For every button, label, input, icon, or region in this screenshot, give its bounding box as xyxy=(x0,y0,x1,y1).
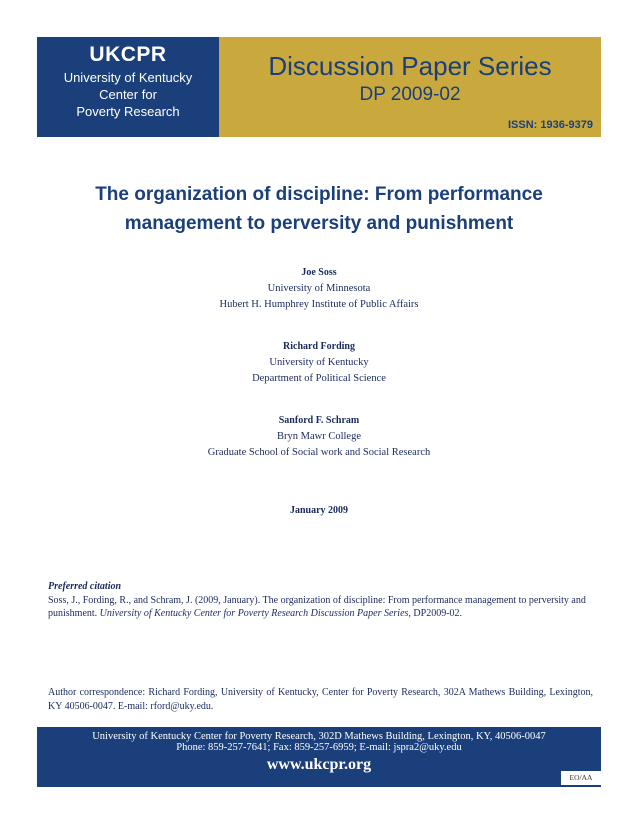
author-block xyxy=(40,339,598,387)
citation-body xyxy=(48,594,593,621)
citation-tail: DP2009-02. xyxy=(410,608,463,619)
dp-number: DP 2009-02 xyxy=(359,84,461,105)
citation-text: Soss, J., Fording, R., and Schram, J. (2009, January). The organization of discipline: From performance management to perversity and punishment. xyxy=(48,594,586,619)
org-line-2: Center for xyxy=(99,87,157,102)
header-series-block xyxy=(219,37,601,137)
paper-title xyxy=(40,180,598,238)
citation-series: University of Kentucky Center for Poverty Research Discussion Paper Series, xyxy=(99,608,411,619)
author-name: Richard Fording xyxy=(283,341,355,352)
citation-section xyxy=(48,580,593,621)
author-affiliation: Bryn Mawr College xyxy=(277,431,361,442)
author-affiliation: Department of Political Science xyxy=(252,373,386,384)
org-name xyxy=(37,69,219,120)
title-line-1: The organization of discipline: From performance xyxy=(95,184,543,205)
author-affiliation: University of Minnesota xyxy=(267,283,371,294)
author-correspondence: Author correspondence: Richard Fording, University of Kentucky, Center for Poverty Research, 302A Mathews Building, Lexington, KY 40506-0047. E-mail: rford@uky.edu. xyxy=(48,687,593,712)
title-line-2: management to perversity and punishment xyxy=(124,213,514,234)
header-logo-block xyxy=(37,37,219,137)
footer-website-link[interactable]: www.ukcpr.org xyxy=(266,756,372,773)
author-affiliation: Hubert H. Humphrey Institute of Public Affairs xyxy=(219,299,419,310)
footer-contact: Phone: 859-257-7641; Fax: 859-257-6959; E-mail: jspra2@uky.edu xyxy=(176,742,462,753)
author-affiliation: Graduate School of Social work and Social Research xyxy=(207,447,431,458)
author-block xyxy=(40,413,598,461)
author-affiliation: University of Kentucky xyxy=(269,357,369,368)
brand-name: UKCPR xyxy=(89,43,167,66)
series-title: Discussion Paper Series xyxy=(268,51,552,81)
org-line-3: Poverty Research xyxy=(76,104,180,119)
footer-block xyxy=(37,727,601,787)
issn: ISSN: 1936-9379 xyxy=(508,119,593,131)
publication-date: January 2009 xyxy=(289,505,349,516)
authors-section xyxy=(40,265,598,487)
author-block xyxy=(40,265,598,313)
author-name: Sanford F. Schram xyxy=(278,415,360,426)
org-line-1: University of Kentucky xyxy=(63,70,193,85)
footer-address: University of Kentucky Center for Poverty Research, 302D Mathews Building, Lexington, KY, 40506-0047 xyxy=(92,731,546,742)
eo-aa-mark: EO/AA xyxy=(561,771,601,785)
citation-heading: Preferred citation xyxy=(48,581,122,592)
author-name: Joe Soss xyxy=(301,267,337,278)
